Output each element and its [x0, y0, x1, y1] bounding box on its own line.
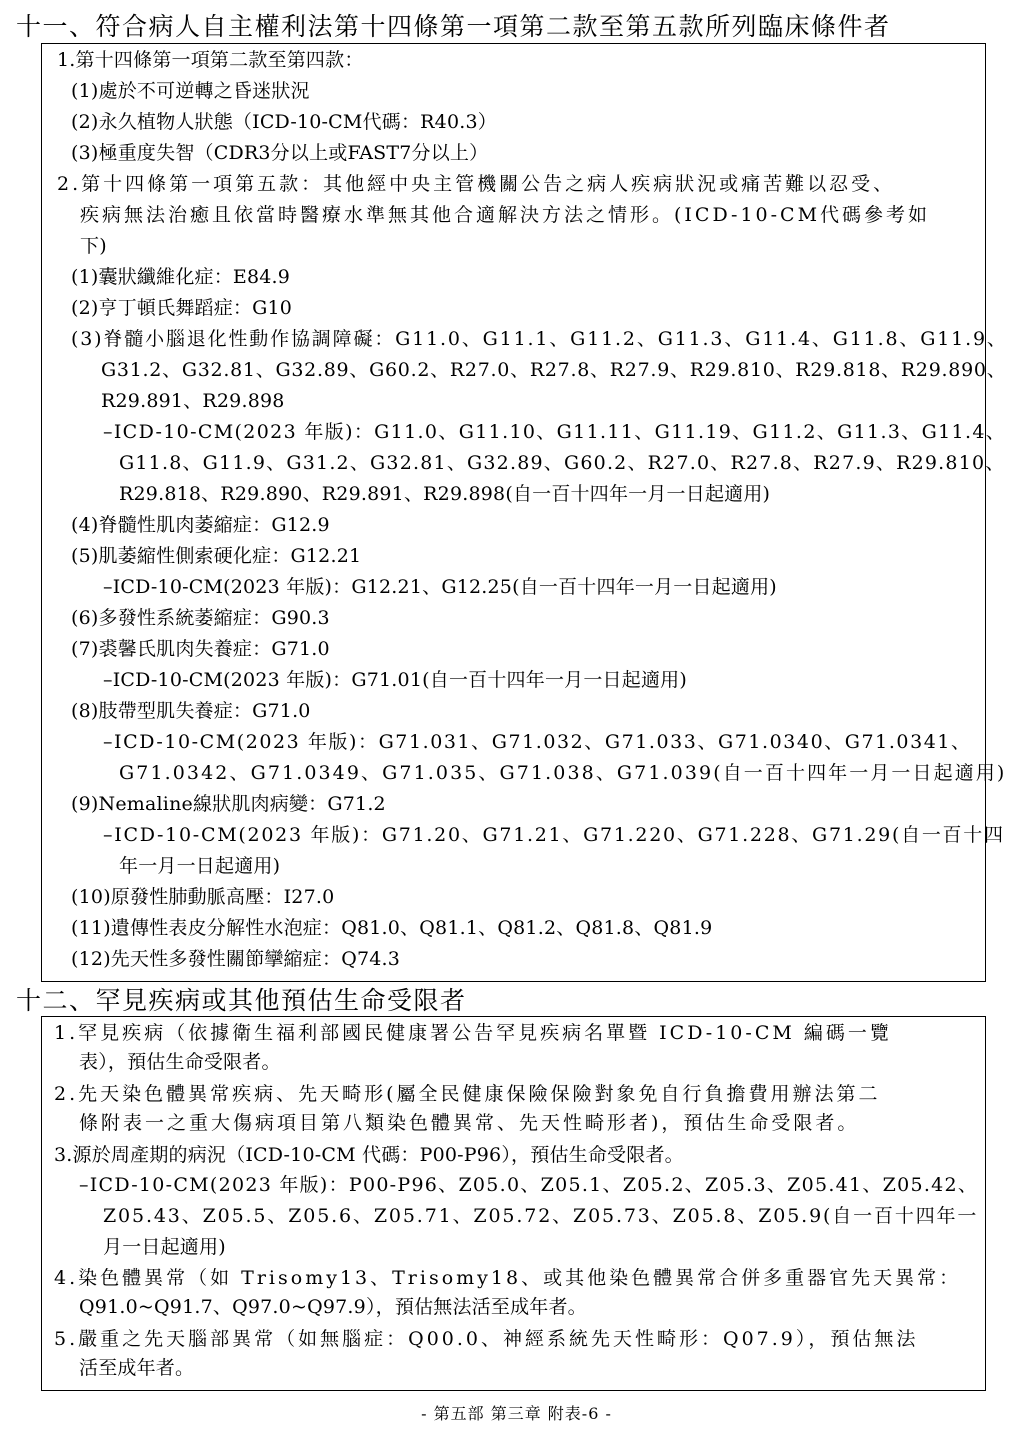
section-11-line: (1)處於不可逆轉之昏迷狀況 [71, 80, 310, 102]
section-12-line: 活至成年者。 [79, 1357, 195, 1379]
section-11-line: (7)裘馨氏肌肉失養症：G71.0 [71, 638, 330, 660]
section-11-line: (11)遺傳性表皮分解性水泡症：Q81.0、Q81.1、Q81.2、Q81.8、Q81.9 [71, 917, 713, 939]
section-11-line: –ICD-10-CM(2023 年版)：G11.0、G11.10、G11.11、G11.19、G11.2、G11.3、G11.4、 [103, 421, 1007, 443]
section-11-line: –ICD-10-CM(2023 年版)：G71.01(自一百十四年一月一日起適用) [103, 669, 687, 691]
section-11-line: (1)囊狀纖維化症：E84.9 [71, 266, 291, 288]
section-11-line: (2)永久植物人狀態（ICD-10-CM代碼：R40.3） [71, 111, 497, 133]
section-11-line: R29.891、R29.898 [101, 390, 285, 412]
section-12-line: 1.罕見疾病（依據衛生福利部國民健康署公告罕見疾病名單暨 ICD-10-CM 編碼一覽 [54, 1022, 892, 1044]
section-11-heading: 十一、符合病人自主權利法第十四條第一項第二款至第五款所列臨床條件者 [16, 12, 891, 41]
section-11-line: (10)原發性肺動脈高壓：I27.0 [71, 886, 335, 908]
section-11-line: (3)脊髓小腦退化性動作協調障礙：G11.0、G11.1、G11.2、G11.3、G11.4、G11.8、G11.9、 [71, 328, 1008, 350]
page-footer: - 第五部 第三章 附表-6 - [421, 1404, 612, 1423]
section-11-line: (4)脊髓性肌肉萎縮症：G12.9 [71, 514, 330, 536]
section-11-line: (5)肌萎縮性側索硬化症：G12.21 [71, 545, 362, 567]
section-11-line: (8)肢帶型肌失養症：G71.0 [71, 700, 311, 722]
section-11-line: R29.818、R29.890、R29.891、R29.898(自一百十四年一月一日起適用) [119, 483, 771, 505]
section-11-line: 年一月一日起適用) [119, 855, 281, 877]
section-12-line: Z05.43、Z05.5、Z05.6、Z05.71、Z05.72、Z05.73、Z05.8、Z05.9(自一百十四年一 [103, 1205, 979, 1227]
section-11-line: –ICD-10-CM(2023 年版)：G71.031、G71.032、G71.033、G71.0340、G71.0341、 [103, 731, 972, 753]
section-11-line: –ICD-10-CM(2023 年版)：G12.21、G12.25(自一百十四年一月一日起適用) [103, 576, 777, 598]
section-12-line: 3.源於周產期的病況（ICD-10-CM 代碼：P00-P96），預估生命受限者。 [54, 1144, 684, 1166]
section-11-line: (3)極重度失智（CDR3分以上或FAST7分以上） [71, 142, 489, 164]
section-12-heading: 十二、罕見疾病或其他預估生命受限者 [16, 986, 467, 1015]
section-11-line: 2.第十四條第一項第五款：其他經中央主管機關公告之病人疾病狀況或痛苦難以忍受、 [57, 173, 896, 195]
section-11-line: –ICD-10-CM(2023 年版)：G71.20、G71.21、G71.220、G71.228、G71.29(自一百十四 [103, 824, 1005, 846]
section-12-line: 條附表一之重大傷病項目第八類染色體異常、先天性畸形者)，預估生命受限者。 [79, 1112, 860, 1134]
section-12-line: Q91.0~Q91.7、Q97.0~Q97.9），預估無法活至成年者。 [79, 1296, 587, 1318]
section-11-line: (6)多發性系統萎縮症：G90.3 [71, 607, 330, 629]
section-12-line: –ICD-10-CM(2023 年版)：P00-P96、Z05.0、Z05.1、Z05.2、Z05.3、Z05.41、Z05.42、 [79, 1174, 979, 1196]
section-11-line: G11.8、G11.9、G31.2、G32.81、G32.89、G60.2、R27.0、R27.8、R27.9、R29.810、 [119, 452, 1006, 474]
section-12-line: 表），預估生命受限者。 [79, 1051, 281, 1073]
section-11-line: (2)亨丁頓氏舞蹈症：G10 [71, 297, 293, 319]
section-11-line: (9)Nemaline線狀肌肉病變：G71.2 [71, 793, 386, 815]
section-11-line: G71.0342、G71.0349、G71.035、G71.038、G71.039(自一百十四年一月一日起適用) [119, 762, 1007, 784]
section-11-line: 疾病無法治癒且依當時醫療水準無其他合適解決方法之情形。(ICD-10-CM代碼參考如 [80, 204, 931, 226]
section-12-line: 月一日起適用) [103, 1236, 226, 1258]
section-12-line: 5.嚴重之先天腦部異常（如無腦症：Q00.0、神經系統先天性畸形：Q07.9），預估無法 [54, 1328, 919, 1350]
section-11-line: 1.第十四條第一項第二款至第四款： [57, 49, 364, 71]
section-12-line: 2.先天染色體異常疾病、先天畸形(屬全民健康保險保險對象免自行負擔費用辦法第二 [54, 1083, 881, 1105]
section-11-line: 下) [80, 235, 107, 257]
section-12-line: 4.染色體異常（如 Trisomy13、Trisomy18、或其他染色體異常合併多重器官先天異常： [54, 1267, 962, 1289]
section-11-line: G31.2、G32.81、G32.89、G60.2、R27.0、R27.8、R27.9、R29.810、R29.818、R29.890、 [101, 359, 1007, 381]
section-11-line: (12)先天性多發性關節攣縮症：Q74.3 [71, 948, 401, 970]
